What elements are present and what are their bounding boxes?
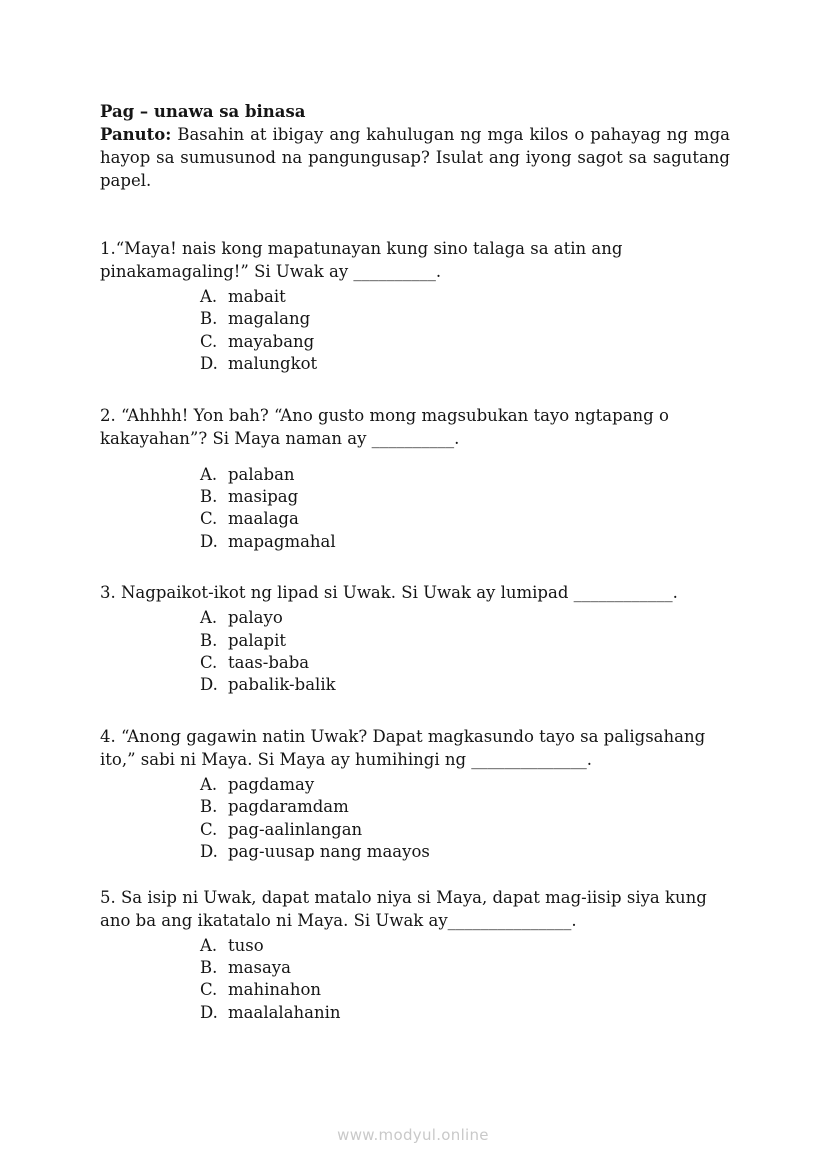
option-row [200,796,730,818]
option-row [200,819,730,841]
option-row [200,774,730,796]
option-letter: D. [200,675,218,695]
option-text: mapagmahal [228,531,336,551]
option-text: mayabang [228,331,315,351]
option-letter: B. [200,487,218,507]
options-list [100,935,730,1025]
option-text: mahinahon [228,980,322,1000]
question-block [100,581,730,697]
question-text: 3. Nagpaikot-ikot ng lipad si Uwak. Si Uwak ay lumipad ____________. [100,583,678,603]
option-text: malungkot [228,354,318,374]
options-list [100,607,730,697]
option-letter: B. [200,309,218,329]
page-title: Pag – unawa sa binasa [100,102,306,121]
option-letter: C. [200,509,218,529]
option-row [200,353,730,375]
question-text: 2. “Ahhhh! Yon bah? “Ano gusto mong magsubukan tayo ngtapang o kakayahan”? Si Maya naman ay __________. [100,405,669,448]
option-text: mabait [228,287,286,306]
option-letter: D. [200,1002,218,1022]
options-list [100,774,730,864]
option-letter: D. [200,842,218,862]
option-letter: C. [200,331,218,351]
question-text: 5. Sa isip ni Uwak, dapat matalo niya si Maya, dapat mag-iisip siya kung ano ba ang ikatatalo ni Maya. Si Uwak ay_______________. [100,887,707,930]
option-letter: A. [200,287,218,306]
option-letter: B. [200,957,218,977]
option-text: pag-uusap nang maayos [228,842,430,862]
option-row [200,935,730,957]
instructions-paragraph [100,123,730,192]
option-text: pagdamay [228,774,315,794]
instructions-text: Basahin at ibigay ang kahulugan ng mga kilos o pahayag ng mga hayop sa sumusunod na pangungusap? Isulat ang iyong sagot sa sagutang papel. [100,125,730,190]
option-row [200,652,730,674]
question-block [100,886,730,1025]
options-list [100,464,730,554]
option-text: taas-baba [228,653,310,673]
option-letter: C. [200,819,218,839]
option-row [200,464,730,486]
option-text: palayo [228,608,283,628]
option-letter: A. [200,935,218,955]
option-row [200,308,730,330]
option-row [200,331,730,353]
option-text: maalalahanin [228,1002,341,1022]
option-text: pabalik-balik [228,675,336,695]
option-text: palaban [228,464,295,484]
option-row [200,486,730,508]
option-letter: C. [200,980,218,1000]
option-letter: B. [200,797,218,817]
option-letter: C. [200,653,218,673]
question-text: 1.“Maya! nais kong mapatunayan kung sino talaga sa atin ang pinakamagaling!” Si Uwak ay __________. [100,239,623,281]
option-text: masaya [228,957,291,977]
question-text: 4. “Anong gagawin natin Uwak? Dapat magkasundo tayo sa paligsahang ito,” sabi ni Maya. Si Maya ay humihingi ng ______________. [100,726,706,769]
option-row [200,674,730,696]
option-letter: D. [200,354,218,374]
option-letter: A. [200,774,218,794]
questions-list [100,237,730,1024]
option-row [200,286,730,308]
option-row [200,1002,730,1024]
question-block [100,237,730,376]
option-text: masipag [228,487,299,507]
option-text: magalang [228,309,311,329]
options-list [100,286,730,376]
option-row [200,957,730,979]
option-letter: A. [200,464,218,484]
option-row [200,841,730,863]
option-row [200,979,730,1001]
question-block [100,404,730,554]
option-row [200,508,730,530]
option-row [200,607,730,629]
option-letter: D. [200,531,218,551]
option-text: palapit [228,630,286,650]
option-letter: A. [200,608,218,628]
option-text: pagdaramdam [228,797,349,817]
option-text: maalaga [228,509,299,529]
option-row [200,531,730,553]
option-letter: B. [200,630,218,650]
option-text: tuso [228,935,264,955]
watermark-text: www.modyul.online [337,1126,489,1144]
instructions-label: Panuto: [100,125,172,144]
option-row [200,630,730,652]
worksheet-content [100,100,730,1052]
option-text: pag-aalinlangan [228,819,363,839]
question-block [100,725,730,864]
